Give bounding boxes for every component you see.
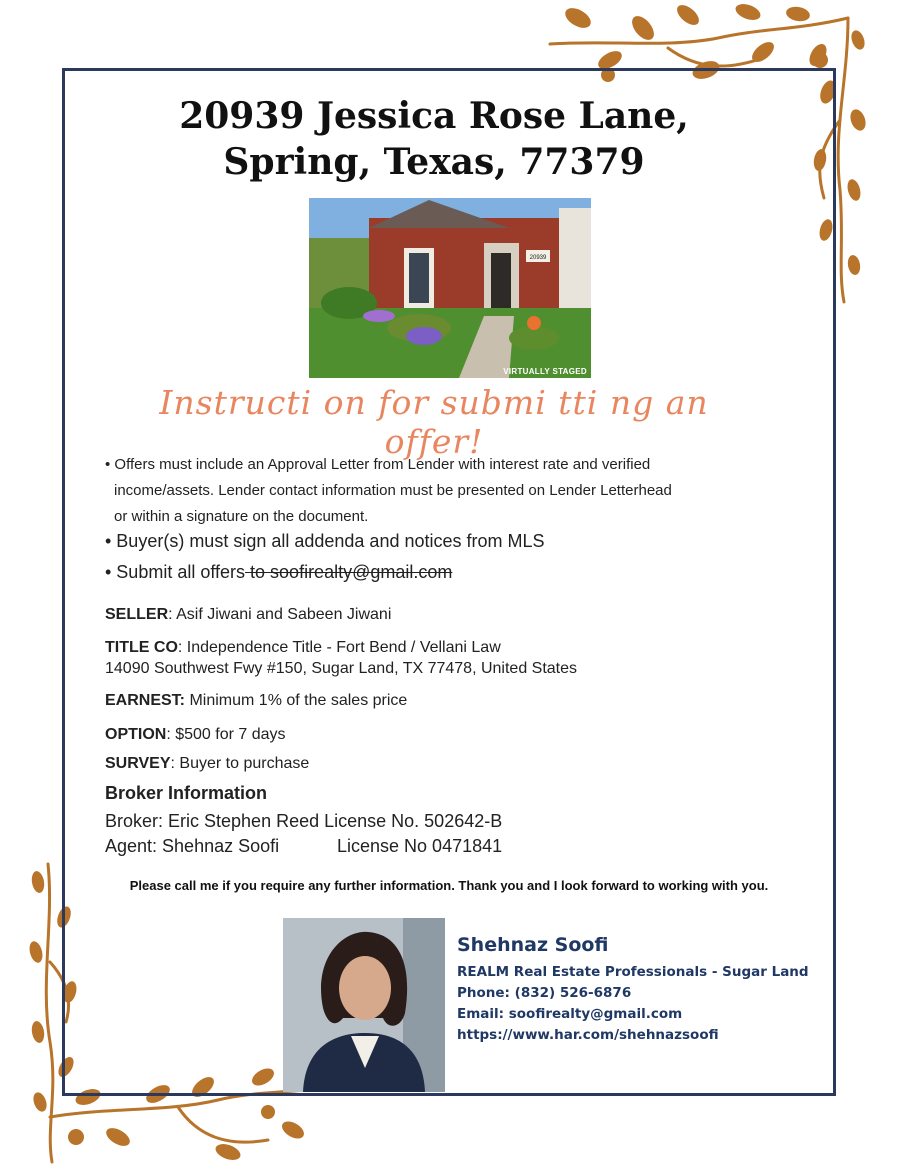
contact-company: REALM Real Estate Professionals - Sugar Land: [457, 964, 809, 980]
agent-name: Agent: Shehnaz Soofi: [105, 836, 280, 856]
title-co-label: TITLE CO: [105, 639, 178, 656]
seller-field: [105, 604, 391, 625]
virtually-staged-tag: VIRTUALLY STAGED: [503, 367, 587, 376]
contact-website-link[interactable]: https://www.har.com/shehnazsoofi: [457, 1027, 719, 1043]
instruction-bullet-addenda: • Buyer(s) must sign all addenda and notices from MLS: [105, 531, 545, 551]
bullet-submit-prefix: • Submit all offers: [105, 562, 246, 582]
house-number-plate: 20939: [529, 255, 547, 261]
survey-field: [105, 753, 309, 774]
option-label: OPTION: [105, 726, 167, 743]
seller-value: : Asif Jiwani and Sabeen Jiwani: [168, 606, 392, 623]
agent-portrait: [283, 918, 445, 1092]
contact-name: Shehnaz Soofi: [457, 934, 609, 956]
house-illustration: [309, 198, 591, 378]
title-co-address: 14090 Southwest Fwy #150, Sugar Land, TX 77478, United States: [105, 660, 578, 677]
earnest-value: Minimum 1% of the sales price: [185, 692, 408, 709]
contact-email[interactable]: Email: soofirealty@gmail.com: [457, 1006, 683, 1022]
agent-portrait-illustration: [283, 918, 445, 1092]
submit-email: to soofirealty@gmail.com: [245, 562, 453, 582]
title-company-field: [105, 637, 577, 679]
survey-value: : Buyer to purchase: [170, 755, 310, 772]
contact-phone[interactable]: Phone: (832) 526-6876: [457, 985, 632, 1001]
bullet-line: income/assets. Lender contact information must be presented on Lender Letterhead: [114, 482, 672, 499]
closing-note: Please call me if you require any further information. Thank you and I look forward to working with you.: [129, 878, 769, 893]
agent-line: [105, 836, 503, 857]
option-value: : $500 for 7 days: [166, 726, 286, 743]
property-address-title: [100, 93, 768, 185]
bullet-line: or within a signature on the document.: [114, 508, 369, 525]
property-photo: [309, 198, 591, 378]
agent-license: License No 0471841: [337, 836, 503, 856]
broker-line: Broker: Eric Stephen Reed License No. 502642-B: [105, 811, 503, 831]
instruction-bullet-approval: [105, 452, 755, 530]
title-co-value: : Independence Title - Fort Bend / Vellani Law: [177, 639, 501, 656]
survey-label: SURVEY: [105, 755, 171, 772]
earnest-label: EARNEST:: [105, 692, 186, 709]
address-line-2: Spring, Texas, 77379: [223, 141, 645, 183]
broker-heading: Broker Information: [105, 783, 268, 803]
address-line-1: 20939 Jessica Rose Lane,: [179, 95, 689, 137]
instruction-bullet-submit: [105, 562, 452, 583]
seller-label: SELLER: [105, 606, 169, 623]
bullet-line: • Offers must include an Approval Letter from Lender with interest rate and verified: [105, 456, 651, 473]
option-field: [105, 724, 286, 745]
earnest-field: [105, 690, 407, 711]
instructions-heading: Instructi on for submi tti ng an offer!: [159, 383, 709, 461]
